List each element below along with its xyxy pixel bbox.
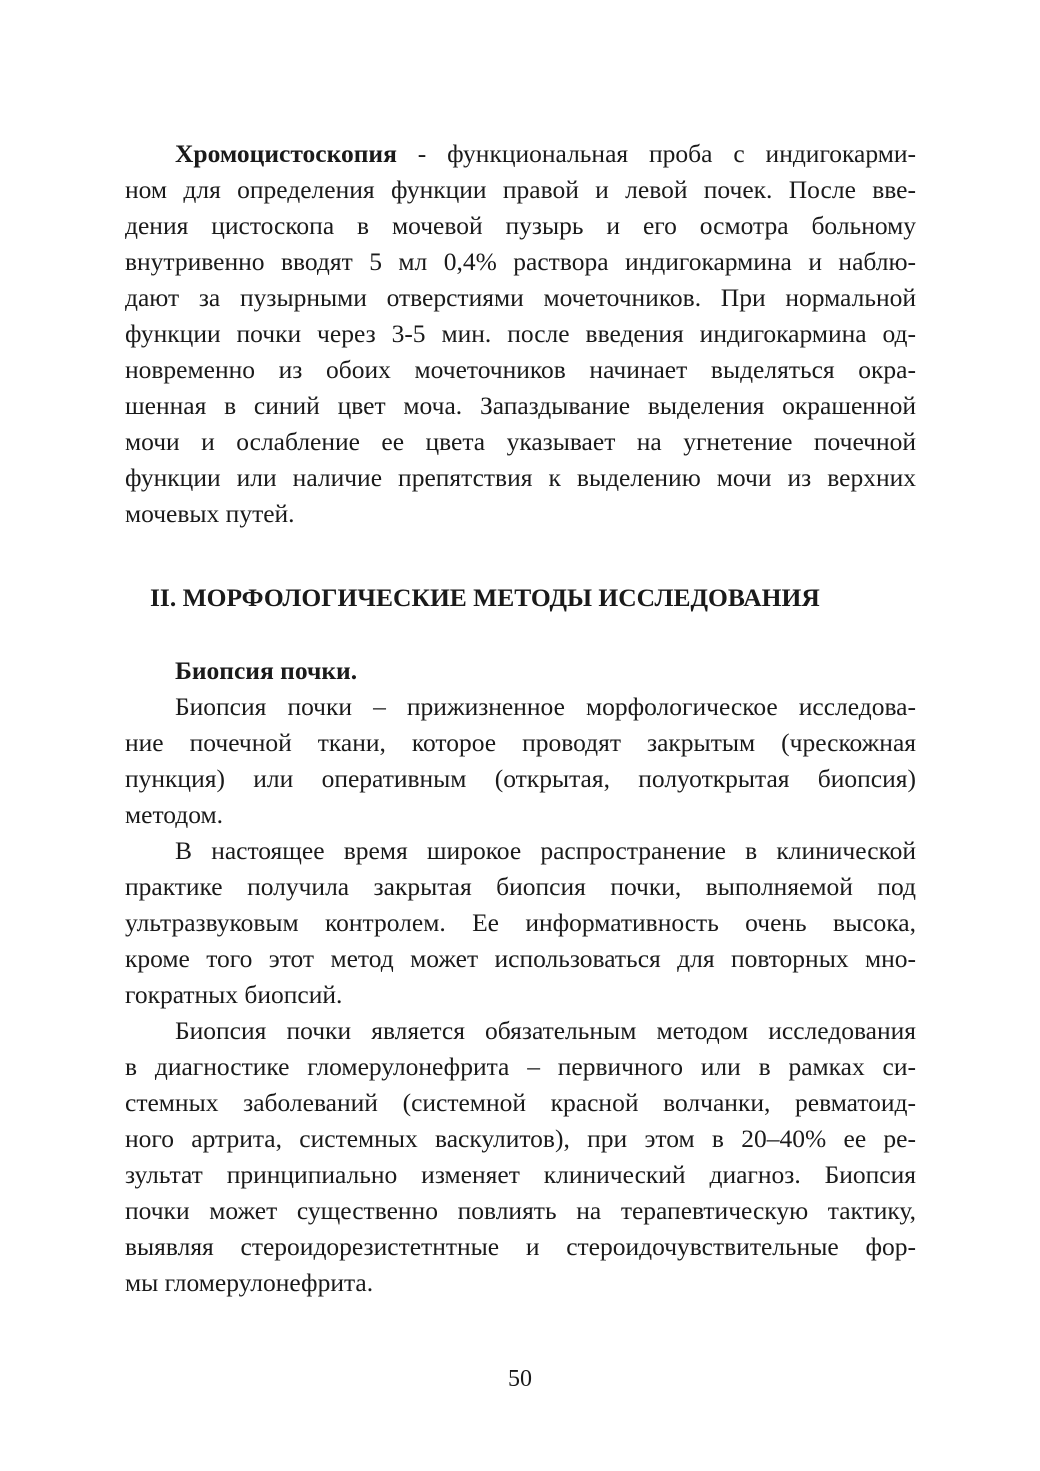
paragraph-line: мочи и ослабление ее цвета указывает на угнетение почечной (125, 427, 916, 456)
paragraph-line: зультат принципиально изменяет клинический диагноз. Биопсия (125, 1160, 916, 1189)
paragraph-line: в диагностике гломерулонефрита – первичного или в рамках си- (125, 1052, 916, 1081)
paragraph-line: Биопсия почки является обязательным методом исследования (175, 1016, 916, 1045)
paragraph-line: мочевых путей. (125, 499, 295, 528)
paragraph-line: выявляя стероидорезистетнтные и стероидочувствительные фор- (125, 1232, 916, 1261)
paragraph-line: функции или наличие препятствия к выделению мочи из верхних (125, 463, 916, 492)
paragraph-line: гократных биопсий. (125, 980, 343, 1009)
paragraph-line: шенная в синий цвет моча. Запаздывание выделения окрашенной (125, 391, 916, 420)
paragraph-line: почки может существенно повлиять на терапевтическую тактику, (125, 1196, 916, 1225)
paragraph-line: дают за пузырными отверстиями мочеточников. При нормальной (125, 283, 916, 312)
paragraph-line: дения цистоскопа в мочевой пузырь и его осмотра больному (125, 211, 916, 240)
section-biopsy (125, 653, 916, 1301)
section-chromocystoscopy (125, 136, 916, 532)
paragraph-line: кроме того этот метод может использоваться для повторных мно- (125, 944, 916, 973)
paragraph-line: внутривенно вводят 5 мл 0,4% раствора индигокармина и наблю- (125, 247, 916, 276)
section-heading: II. МОРФОЛОГИЧЕСКИЕ МЕТОДЫ ИССЛЕДОВАНИЯ (150, 583, 820, 612)
paragraph-line: Биопсия почки – прижизненное морфологическое исследова- (175, 692, 916, 721)
page-number: 50 (508, 1366, 532, 1392)
paragraph-line: ного артрита, системных васкулитов), при этом в 20–40% ее ре- (125, 1124, 916, 1153)
paragraph-line: стемных заболеваний (системной красной волчанки, ревматоид- (125, 1088, 916, 1117)
paragraph-line: В настоящее время широкое распространение в клинической (175, 836, 916, 865)
paragraph-line: новременно из обоих мочеточников начинает выделяться окра- (125, 355, 916, 384)
paragraph-line: Хромоцистоскопия - функциональная проба с индигокарми- (175, 139, 916, 168)
paragraph-line: мы гломерулонефрита. (125, 1268, 374, 1297)
paragraph-line: ние почечной ткани, которое проводят закрытым (чрескожная (125, 728, 916, 757)
paragraph-line: функции почки через 3-5 мин. после введения индигокармина од- (125, 319, 916, 348)
subheading: Биопсия почки. (175, 656, 358, 685)
paragraph-line: ном для определения функции правой и левой почек. После вве- (125, 175, 916, 204)
paragraph-line: пункция) или оперативным (открытая, полуоткрытая биопсия) (125, 764, 916, 793)
paragraph-line: практике получила закрытая биопсия почки, выполняемой под (125, 872, 916, 901)
term-chromocystoscopy: Хромоцистоскопия (175, 139, 397, 168)
paragraph-line: методом. (125, 800, 224, 829)
paragraph-line: ультразвуковым контролем. Ее информативность очень высока, (125, 908, 916, 937)
